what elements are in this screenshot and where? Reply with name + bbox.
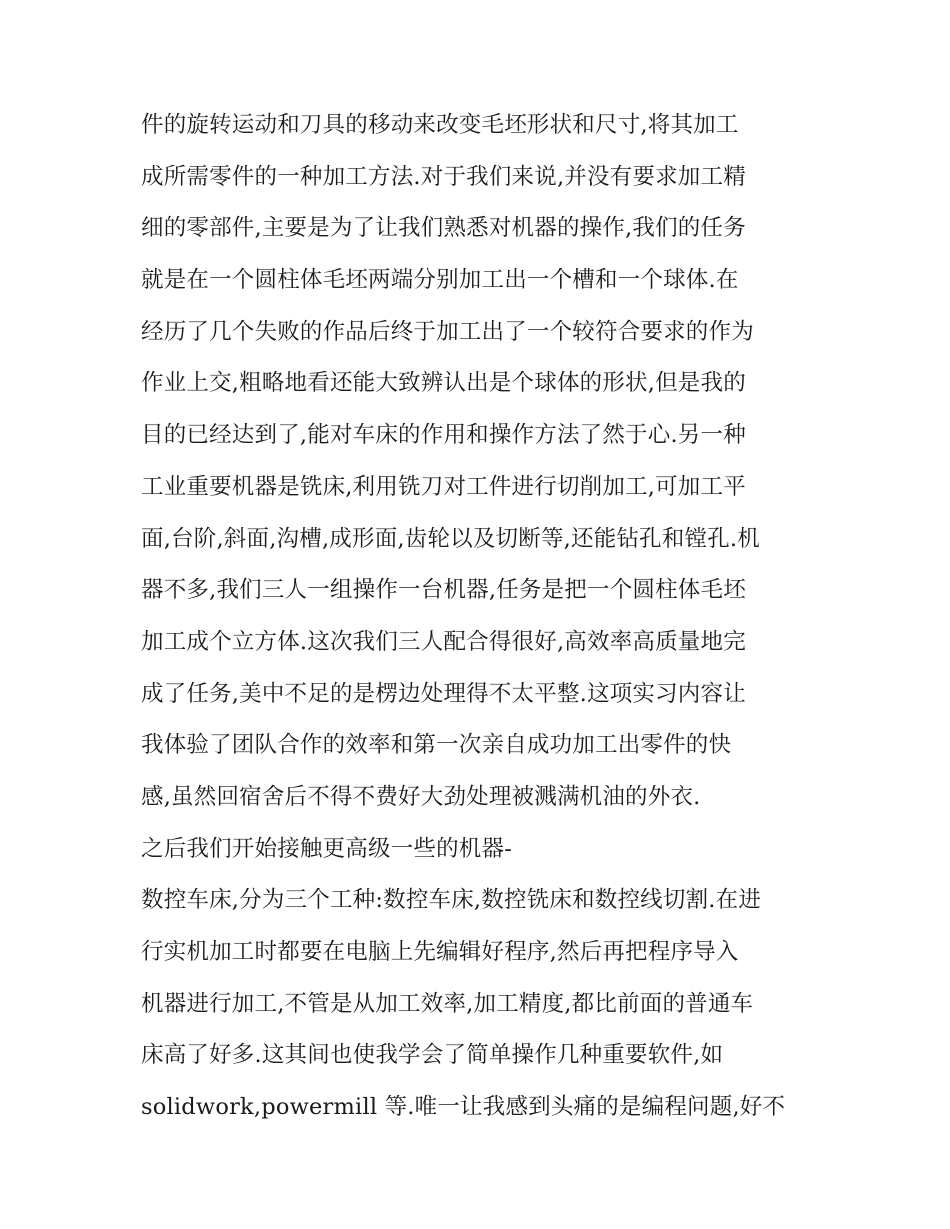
body-text — [141, 100, 821, 1134]
text-line: 机器进行加工,不管是从加工效率,加工精度,都比前面的普通车 — [141, 990, 754, 1017]
text-line: 我体验了团队合作的效率和第一次亲自成功加工出零件的快 — [141, 732, 732, 759]
text-line: 面,台阶,斜面,沟槽,成形面,齿轮以及切断等,还能钻孔和镗孔.机 — [141, 525, 760, 552]
text-line: solidwork,powermill 等.唯一让我感到头痛的是编程问题,好不 — [141, 1094, 786, 1121]
text-line: 经历了几个失败的作品后终于加工出了一个较符合要求的作为 — [141, 318, 754, 345]
text-line: 细的零部件,主要是为了让我们熟悉对机器的操作,我们的任务 — [141, 215, 746, 242]
text-line: 就是在一个圆柱体毛坯两端分别加工出一个槽和一个球体.在 — [141, 267, 739, 294]
text-line: 数控车床,分为三个工种:数控车床,数控铣床和数控线切割.在进 — [141, 887, 762, 914]
text-line: 件的旋转运动和刀具的移动来改变毛坯形状和尺寸,将其加工 — [141, 112, 739, 138]
text-line: 感,虽然回宿舍后不得不费好大劲处理被溅满机油的外衣. — [141, 783, 701, 810]
text-line: 之后我们开始接触更高级一些的机器- — [141, 835, 513, 862]
text-line: 成所需零件的一种加工方法.对于我们来说,并没有要求加工精 — [141, 163, 746, 190]
text-line: 工业重要机器是铣床,利用铣刀对工件进行切削加工,可加工平 — [141, 473, 746, 500]
text-line: 成了任务,美中不足的是楞边处理得不太平整.这项实习内容让 — [141, 680, 746, 707]
text-line: 行实机加工时都要在电脑上先编辑好程序,然后再把程序导入 — [141, 939, 739, 965]
text-line: 床高了好多.这其间也使我学会了简单操作几种重要软件,如 — [141, 1042, 724, 1069]
text-line: 加工成个立方体.这次我们三人配合得很好,高效率高质量地完 — [141, 628, 746, 655]
text-line: 作业上交,粗略地看还能大致辨认出是个球体的形状,但是我的 — [141, 370, 746, 397]
text-line: 器不多,我们三人一组操作一台机器,任务是把一个圆柱体毛坯 — [141, 577, 746, 604]
text-line: 目的已经达到了,能对车床的作用和操作方法了然于心.另一种 — [141, 422, 746, 449]
